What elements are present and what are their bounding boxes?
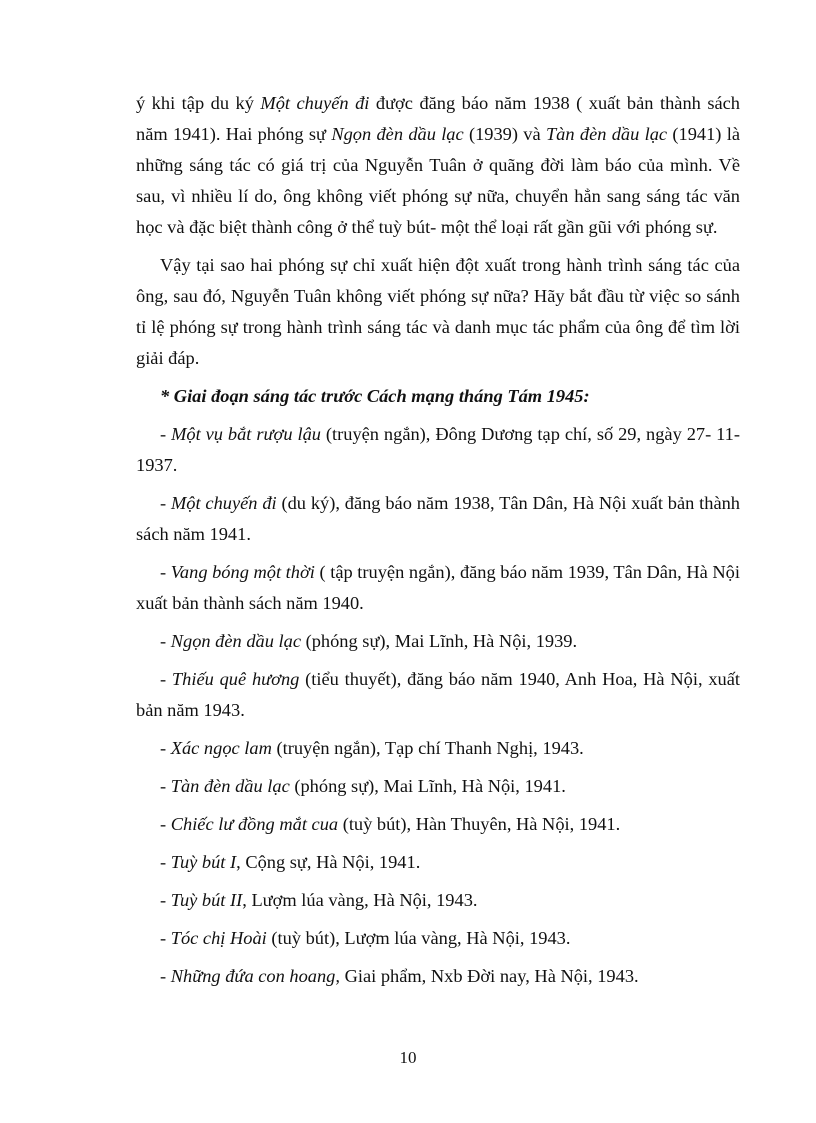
works-list — [136, 419, 740, 992]
dash: - — [160, 890, 171, 910]
work-title: Tóc chị Hoài — [170, 928, 267, 948]
work-title: Tàn đèn dầu lạc — [545, 124, 668, 144]
work-title: Thiếu quê hương — [171, 669, 300, 689]
section-heading-colon: : — [583, 386, 590, 406]
paragraph-question: Vậy tại sao hai phóng sự chỉ xuất hiện đột xuất trong hành trình sáng tác của ông, sau đó, Nguyễn Tuân không viết phóng sự nữa? Hãy bắt đầu từ việc so sánh tỉ lệ phóng sự trong hành trình sáng tác và danh mục tác phẩm của ông để tìm lời giải đáp. — [136, 255, 740, 368]
dash: - — [160, 669, 172, 689]
work-details: (truyện ngắn), Đông Dương tạp chí, số 29, ngày 27- 11- 1937. — [136, 424, 740, 475]
work-details: (phóng sự), Mai Lĩnh, Hà Nội, 1939. — [301, 631, 578, 651]
work-details: , Lượm lúa vàng, Hà Nội, 1943. — [242, 890, 478, 910]
dash: - — [160, 562, 171, 582]
work-title: Tuỳ bút II — [170, 890, 243, 910]
work-title: Tàn đèn dầu lạc — [170, 776, 290, 796]
text-run: ý khi tập du ký — [136, 93, 261, 113]
work-title: Ngọn đèn dầu lạc — [170, 631, 301, 651]
work-title: Chiếc lư đồng mắt cua — [170, 814, 339, 834]
work-title: Một chuyến đi — [260, 93, 370, 113]
section-heading — [136, 381, 740, 412]
work-entry — [136, 488, 740, 550]
page-number: 10 — [399, 1048, 417, 1067]
dash: - — [160, 776, 171, 796]
work-entry — [136, 557, 740, 619]
dash: - — [160, 631, 171, 651]
text-run: (1939) và — [463, 124, 546, 144]
work-title: Xác ngọc lam — [170, 738, 272, 758]
work-details: (du ký), đăng báo năm 1938, Tân Dân, Hà Nội xuất bản thành sách năm 1941. — [136, 493, 741, 544]
dash: - — [160, 424, 172, 444]
work-entry — [136, 885, 740, 916]
dash: - — [160, 738, 171, 758]
dash: - — [160, 966, 171, 986]
work-details: (tuỳ bút), Hàn Thuyên, Hà Nội, 1941. — [338, 814, 621, 834]
document-page — [136, 88, 740, 992]
dash: - — [160, 852, 171, 872]
work-title: Ngọn đèn dầu lạc — [331, 124, 464, 144]
work-entry — [136, 847, 740, 878]
work-entry — [136, 733, 740, 764]
work-title: Vang bóng một thời — [170, 562, 315, 582]
work-details: (tuỳ bút), Lượm lúa vàng, Hà Nội, 1943. — [266, 928, 571, 948]
work-entry — [136, 923, 740, 954]
work-title: Một chuyến đi — [170, 493, 277, 513]
section-heading-text: * Giai đoạn sáng tác trước Cách mạng tháng Tám 1945 — [160, 386, 584, 406]
work-details: (truyện ngắn), Tạp chí Thanh Nghị, 1943. — [271, 738, 584, 758]
dash: - — [160, 493, 171, 513]
work-entry — [136, 961, 740, 992]
work-details: Giai phẩm, Nxb Đời nay, Hà Nội, 1943. — [339, 966, 639, 986]
work-entry — [136, 419, 740, 481]
work-title: Một vụ bắt rượu lậu — [171, 424, 321, 444]
work-details: (phóng sự), Mai Lĩnh, Hà Nội, 1941. — [289, 776, 566, 796]
work-title: Tuỳ bút I — [170, 852, 237, 872]
dash: - — [160, 814, 171, 834]
work-details: ( tập truyện ngắn), đăng báo năm 1939, Tân Dân, Hà Nội xuất bản thành sách năm 1940. — [136, 562, 740, 613]
work-entry — [136, 771, 740, 802]
work-title: Những đứa con hoang, — [170, 966, 340, 986]
dash: - — [160, 928, 171, 948]
work-entry — [136, 664, 740, 726]
paragraph-intro — [136, 88, 740, 243]
work-entry — [136, 626, 740, 657]
work-details: (tiểu thuyết), đăng báo năm 1940, Anh Hoa, Hà Nội, xuất bản năm 1943. — [136, 669, 740, 720]
work-entry — [136, 809, 740, 840]
text-run: được đăng báo năm 1938 ( xuất bản thành sách năm 1941). Hai phóng sự — [136, 93, 740, 144]
text-run: (1941) là những sáng tác có giá trị của Nguyễn Tuân ở quãng đời làm báo của mình. Về sau, vì nhiều lí do, ông không viết phóng sự nữa, chuyển hẳn sang sáng tác văn học và đặc biệt thành công ở thể tuỳ bút- một thể loại rất gần gũi với phóng sự. — [136, 124, 740, 237]
work-details: , Cộng sự, Hà Nội, 1941. — [236, 852, 421, 872]
